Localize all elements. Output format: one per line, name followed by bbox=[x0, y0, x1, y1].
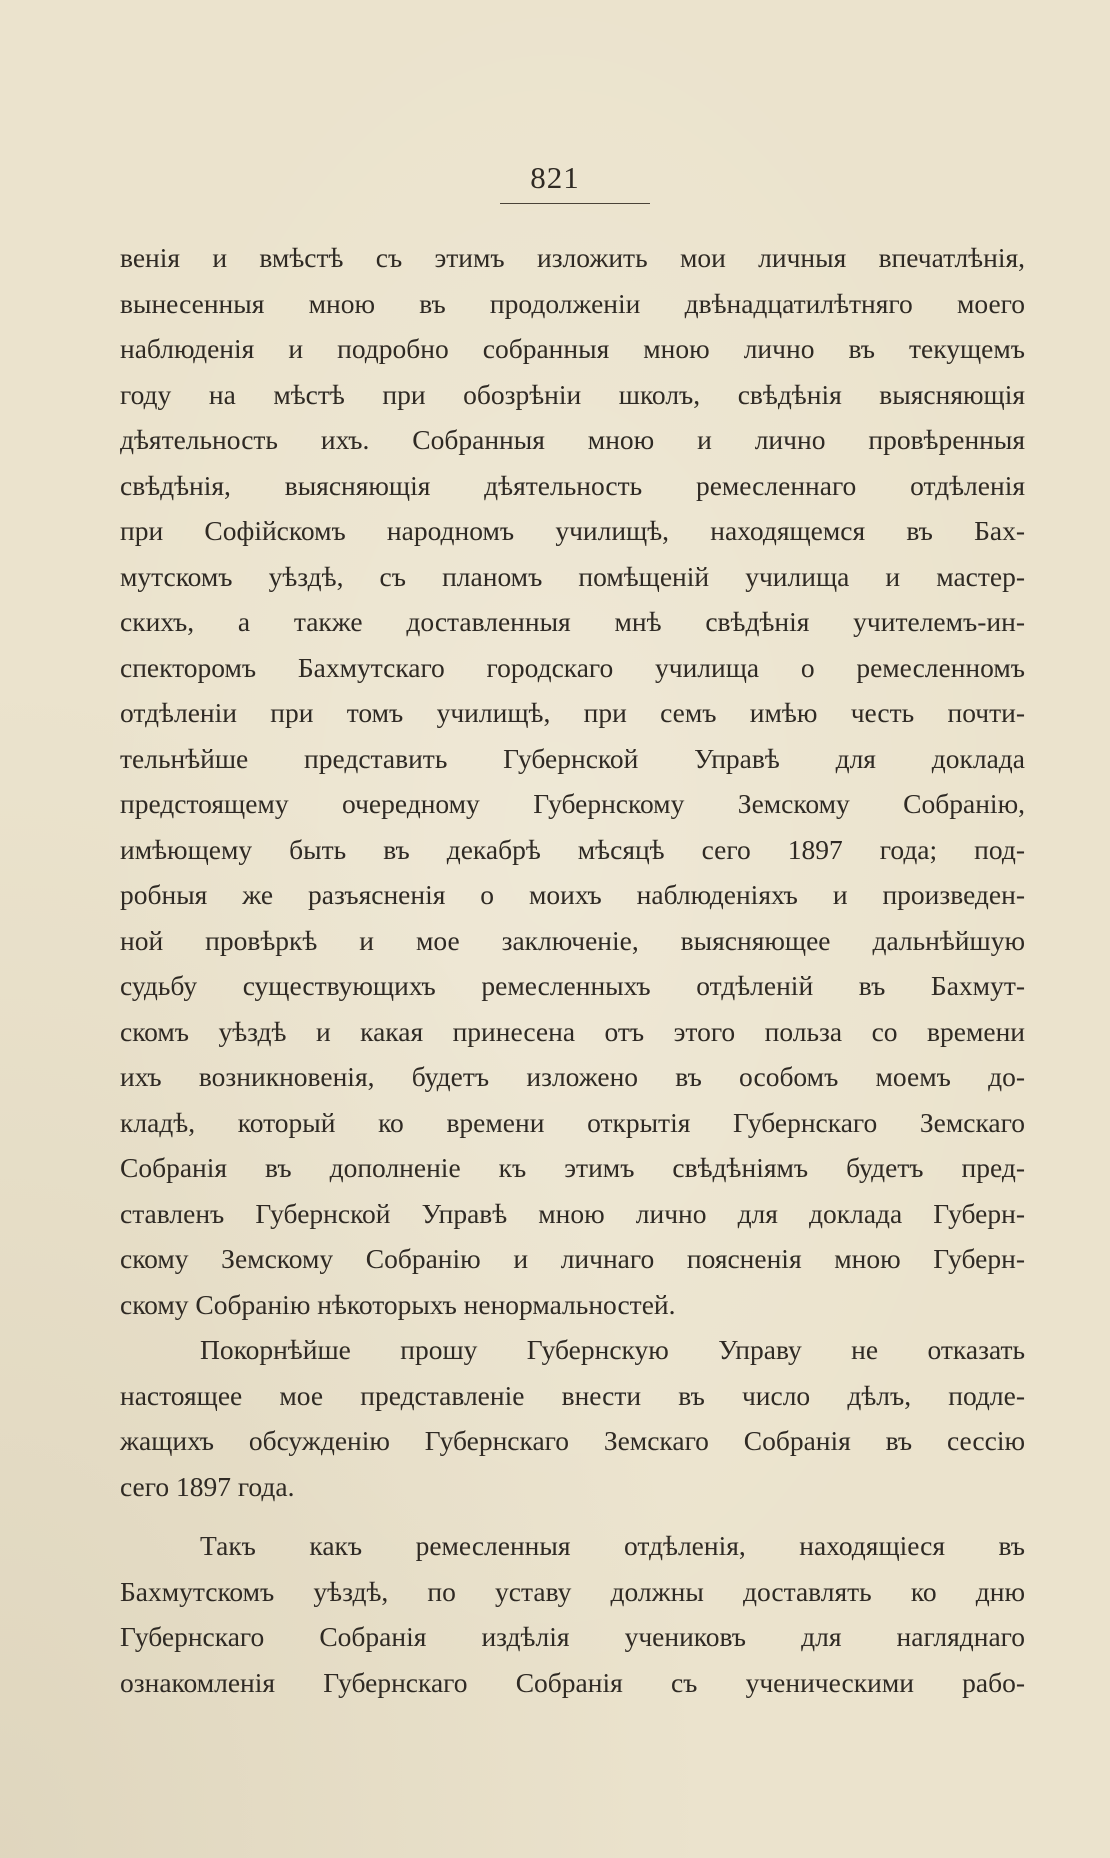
text-line: тельнѣйше представить Губернской Управѣ для доклада bbox=[120, 742, 1025, 774]
text-line: Такъ какъ ремесленныя отдѣленія, находящіеся въ bbox=[200, 1530, 1025, 1561]
text-line: настоящее мое представленіе внести въ число дѣлъ, подле- bbox=[120, 1379, 1025, 1411]
text-line: ставленъ Губернской Управѣ мною лично для доклада Губерн- bbox=[120, 1197, 1025, 1229]
text-line: скихъ, а также доставленныя мнѣ свѣдѣнія учителемъ-ин- bbox=[120, 606, 1025, 637]
text-line: мутскомъ уѣздѣ, съ планомъ помѣщеній училища и мастер- bbox=[120, 560, 1025, 592]
text-line: предстоящему очередному Губернскому Земскому Собранію, bbox=[120, 788, 1025, 819]
text-line: скому Собранію нѣкоторыхъ ненормальностей. bbox=[120, 1288, 676, 1320]
text-line: венія и вмѣстѣ съ этимъ изложить мои личныя впечатлѣнія, bbox=[120, 242, 1025, 273]
text-line: дѣятельность ихъ. Собранныя мною и лично провѣренныя bbox=[120, 424, 1025, 455]
page-number: 821 bbox=[530, 160, 580, 195]
text-line: ознакомленія Губернскаго Собранія съ ученическими рабо- bbox=[120, 1666, 1025, 1698]
text-line: судьбу существующихъ ремесленныхъ отдѣленій въ Бахмут- bbox=[120, 970, 1025, 1001]
header-rule bbox=[500, 203, 650, 204]
text-line: Губернскаго Собранія издѣлія учениковъ для нагляднаго bbox=[120, 1621, 1025, 1652]
text-line: жащихъ обсужденію Губернскаго Земскаго Собранія въ сессію bbox=[120, 1425, 1025, 1456]
text-line: году на мѣстѣ при обозрѣніи школъ, свѣдѣнія выясняющія bbox=[120, 378, 1025, 410]
text-line: робныя же разъясненія о моихъ наблюденіяхъ и произведен- bbox=[120, 879, 1025, 910]
text-line: сего 1897 года. bbox=[120, 1470, 295, 1502]
text-line: ихъ возникновенія, будетъ изложено въ особомъ моемъ до- bbox=[120, 1061, 1025, 1092]
text-line: вынесенныя мною въ продолженіи двѣнадцатилѣтняго моего bbox=[120, 287, 1025, 319]
paragraph-gap bbox=[120, 1509, 1025, 1523]
body-text bbox=[120, 235, 1025, 1705]
text-line: спекторомъ Бахмутскаго городскаго училища о ремесленномъ bbox=[120, 651, 1025, 683]
text-line: имѣющему быть въ декабрѣ мѣсяцѣ сего 1897 года; под- bbox=[120, 833, 1025, 865]
text-line: скому Земскому Собранію и личнаго поясненія мною Губерн- bbox=[120, 1243, 1025, 1274]
text-line: кладѣ, который ко времени открытія Губернскаго Земскаго bbox=[120, 1106, 1025, 1138]
text-line: отдѣленіи при томъ училищѣ, при семъ имѣю честь почти- bbox=[120, 697, 1025, 728]
text-line: Покорнѣйше прошу Губернскую Управу не отказать bbox=[200, 1334, 1025, 1365]
text-line: при Софійскомъ народномъ училищѣ, находящемся въ Бах- bbox=[120, 515, 1025, 546]
text-line: Собранія въ дополненіе къ этимъ свѣдѣніямъ будетъ пред- bbox=[120, 1152, 1025, 1183]
text-line: Бахмутскомъ уѣздѣ, по уставу должны доставлять ко дню bbox=[120, 1575, 1025, 1607]
text-line: свѣдѣнія, выясняющія дѣятельность ремесленнаго отдѣленія bbox=[120, 469, 1025, 501]
text-line: ной провѣркѣ и мое заключеніе, выясняющее дальнѣйшую bbox=[120, 924, 1025, 956]
text-line: наблюденія и подробно собранныя мною лично въ текущемъ bbox=[120, 333, 1025, 364]
text-line: скомъ уѣздѣ и какая принесена отъ этого польза со времени bbox=[120, 1015, 1025, 1047]
